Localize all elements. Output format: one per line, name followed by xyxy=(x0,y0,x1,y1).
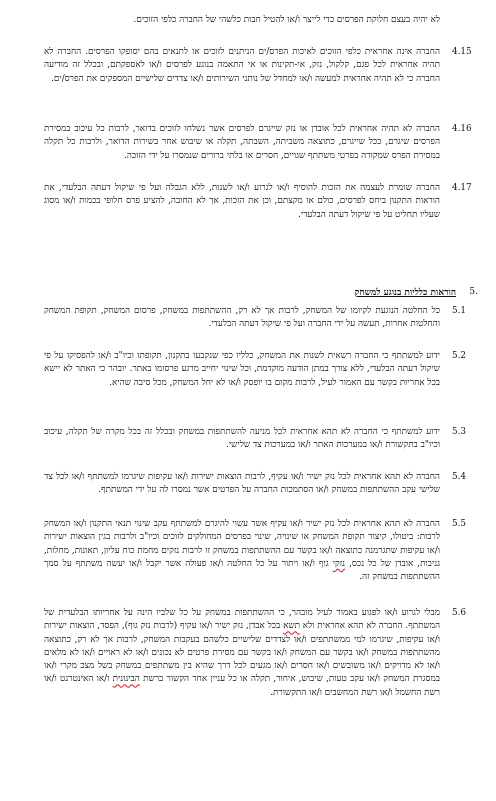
clause-number: 5.2 xyxy=(452,351,466,361)
clause-number: 5.5 xyxy=(452,519,466,529)
clause-text: החברה לא תהא אחראית לכל נזק ישיר ו/או עקיף אשר עשוי להיגרם למשתתף עקב שינוי תנאי התקנון ו/או המשחק לרבות: ביטולו, קיצור תקופת המשחק או שינויה, שינוי בפרסים המחולקים לזוכים וכיו"ב ולרבות בגין הוצאות ישירות ו/או עקיפות שתגרמנה כתוצאה ו/או בקשר עם ההשתתפות במשחק זו לרבות נזקים מחמת כוח עליון, תאונות, מחלות, גניבות, אובדן של כל נכס, נזקי גוף ו/או ויתור על כל החלטה ו/או פעולה אשר יקבל ו/או יעשה משתתף על סמך ההשתתפות במשחק זה. xyxy=(44,519,440,583)
clause-number: 5.1 xyxy=(452,306,466,316)
clause-number: 5.6 xyxy=(452,608,466,618)
clause-text: החברה אינה אחראית כלפי הזוכים לאיכות הפרס/ים הניתנים לזוכים או לתנאים בהם יסופקו הפרסים. החברה לא תהיה אחראית לכל פגם, קלקול, נזק, אי-תקינות או אי התאמה בנוגע לפרסים ו/או לאספקתם, ובכלל זה מודיעה החברה כי לא תהיה אחראית למעשה ו/או למחדל של נותני השירותים ו/או צדדים שלישיים המספקים את הפרס/ים. xyxy=(44,47,440,84)
clause-text: ידוע למשתתף כי החברה רשאית לשנות את המשחק, כלליו כפי שנקבעו בתקנון, תקופתו וכיו"ב ו/או להפסיקו על פי שיקול דעתה הבלעדי, ללא צורך במתן הודעה מוקדמת, וכל שינוי יחייב מרגע פרסומו באתר. יובהר כי האתר לא יישא בכל אחריות בקשר עם האמור לעיל, לרבות מקום בו יופסק ו/או לא יחל המשחק, מכל סיבה שהיא. xyxy=(44,351,440,388)
spellcheck-flagged-word: תשא xyxy=(283,621,300,632)
clause-number: 4.15 xyxy=(452,47,472,57)
clause-number: 4.16 xyxy=(452,124,472,134)
clause-number: 5.4 xyxy=(452,472,466,482)
clause-text: ידוע למשתתף כי החברה לא תהא אחראית לכל מניעה להשתתפות במשחק ובכלל זה בכל מקרה של תקלה, עיכוב וכיו"ב בתקשורת ו/או במערכות האתר ו/או במערכות צד שלישי. xyxy=(44,427,440,451)
clause-text: מבלי לגרוע ו/או לפגוע באמור לעיל מובהר, כי ההשתתפות במשחק על כל שלביו הינה על אחריותו הבלעדית של המשתתף. החברה לא תהא אחראית ולא תשא בכל אבדן, נזק ישיר ו/או עקיף (לרבות נזק גוף), הפסד, הוצאות ישירות ו/או עקיפות, שיגרמו למי ממשתתפים ו/או לצדדים שלישיים כלשהם בעקבות המשחק, לרבות אך לא רק, כתוצאה מהשתתפות במשחק ו/או בקשר עם המשחק ו/או בקשר עם מסירת פרטים לא נכונים ו/או לא ראויים ו/או לא מלאים ו/או לא מדויקים ו/או משובשים ו/או חסרים ו/או מגעים לכל דרך שהיא בין משתתפים במשחק בשל מצב מקרי ו/או במסגרת המשחק ו/או עקב טעות, שיבוש, איחור, תקלה או כל עניין אחר הקשור ברשת הבינונית ו/או האינטרנט ו/או רשת החשמל ו/או רשת המחשבים ו/או התקשורת. xyxy=(44,608,440,698)
clause-text: כל החלטה הנוגעת לקיומו של המשחק, לרבות אך לא רק, ההשתתפות במשחק, פרסום המשחק, תקופת המשחק והחלטות אחרות, תעשה על ידי החברה ועל פי שיקול דעתה הבלעדי. xyxy=(44,306,440,330)
clause-number: 4.17 xyxy=(452,183,472,193)
section-number: 5. xyxy=(469,287,478,297)
clause-number: 5.3 xyxy=(452,427,466,437)
clause-text: החברה שומרת לעצמה את הזכות להוסיף ו/או לגרוע ו/או לשנות, ללא הגבלה ועל פי שיקול דעתה הבלעדי, את הוראות התקנון ביחס לפרסים, כולם או מקצתם, וכן את הזכות, אך לא החובה, להציע פרס חלופי בכמות ו/או מסוג שעליו תחליט על פי שיקול דעתה הבלעדי. xyxy=(44,183,440,220)
spellcheck-flagged-word: נזקי xyxy=(332,558,346,569)
clause-text: החברה לא תהא אחראית לכל נזק ישיר ו/או עקיף, לרבות הוצאות ישירות ו/או עקיפות שיגרמו למשתתף ו/או לכל צד שלישי עקב ההשתתפות במשחק ו/או הסתמכות החברה על הפרטים אשר נמסרו לה על ידי המשתתף. xyxy=(44,472,440,496)
section-title: הוראות כלליות בנוגע למשחק xyxy=(354,288,456,298)
spellcheck-flagged-word: הבינונית xyxy=(112,674,140,685)
section-heading xyxy=(44,287,484,301)
clause-text: החברה לא תהיה אחראית לכל אובדן או נזק שייגרם לפרסים אשר נשלחו לזוכים בדואר, לרבות כל עיכוב במסירת הפרסים שיגרם, ככל שייגרם, כתוצאה משביתה, השבתה, תקלה או שיבוש אחר בשירות הדואר, ולרבות כל תקלה במסירת הפרס שמקורה בפרטי משתתף שגויים, חסרים או בלתי ברורים שנמסרו על ידי הזוכה. xyxy=(44,124,440,161)
clause-continuation: לא יהיה בעצם חלוקת הפרסים כדי לייצר ו/או להטיל חבות כלשהי של החברה כלפי הזוכים. xyxy=(133,15,440,25)
